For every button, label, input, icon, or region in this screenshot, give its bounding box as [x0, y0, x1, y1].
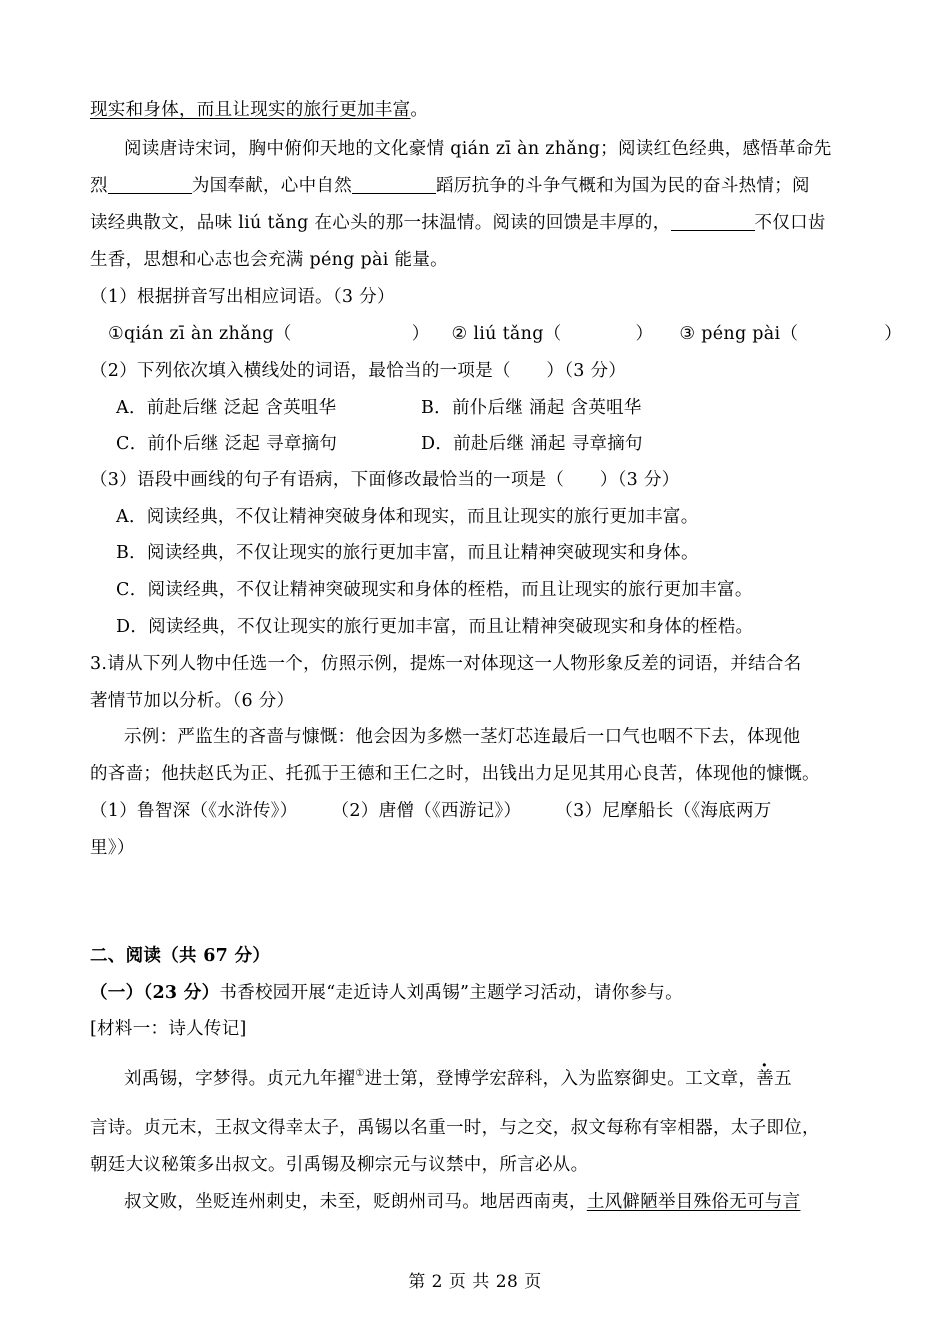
page-footer: 第 2 页 共 28 页	[408, 1272, 542, 1292]
question-2-title: （2）下列依次填入横线处的词语，最恰当的一项是（ ）（3 分）	[90, 361, 627, 381]
answer-blank-1	[108, 175, 192, 194]
character-options: （1）鲁智深（《水浒传》） （2）唐僧（《西游记》） （3）尼摩船长（《海底两万	[90, 801, 772, 821]
question-1-title: （1）根据拼音写出相应词语。（3 分）	[90, 287, 395, 307]
emphasis-dot-char: 善	[756, 1069, 775, 1089]
answer-blank-2	[352, 175, 436, 194]
option-b: B．阅读经典，不仅让现实的旅行更加丰富，而且让精神突破现实和身体。	[116, 543, 699, 563]
option-b: B．前仆后继 涌起 含英咀华	[421, 398, 642, 418]
question-3-prompt: 著情节加以分析。（6 分）	[90, 691, 295, 711]
material-text: 叔文败，坐贬连州刺史，未至，贬朗州司马。地居西南夷，土风僻陋举目殊俗无可与言	[124, 1192, 801, 1212]
subsection-heading: （一）（23 分）书香校园开展“走近诗人刘禹锡”主题学习活动，请你参与。	[90, 983, 683, 1003]
option-a: A．阅读经典，不仅让精神突破身体和现实，而且让现实的旅行更加丰富。	[116, 507, 699, 527]
question-3-title: （3）语段中画线的句子有语病，下面修改最恰当的一项是（ ）（3 分）	[90, 470, 680, 490]
option-d: D．阅读经典，不仅让现实的旅行更加丰富，而且让精神突破现实和身体的桎梏。	[116, 617, 754, 637]
example-text: 的吝啬；他扶赵氏为正、托孤于王德和王仁之时，出钱出力足见其用心良苦，体现他的慷慨。	[90, 764, 820, 784]
material-text: 言诗。贞元末，王叔文得幸太子，禹锡以名重一时，与之交，叔文每称有宰相器，太子即位，	[90, 1118, 820, 1138]
character-options-cont: 里》）	[90, 838, 135, 858]
pinyin-items: ①qián zī àn zhǎng（ ） ② liú tǎng（ ） ③ péng pài（ ）	[108, 324, 903, 344]
answer-blank-3	[671, 212, 755, 231]
underlined-sentence-end: 现实和身体，而且让现实的旅行更加丰富。	[90, 100, 429, 120]
passage-line: 读经典散文，品味 liú tǎng 在心头的那一抹温情。阅读的回馈是丰厚的， 不仅口齿	[90, 213, 826, 233]
material-text: 刘禹锡，字梦得。贞元九年擢①进士第，登博学宏辞科，入为监察御史。工文章，善五	[124, 1068, 792, 1089]
option-d: D．前赴后继 涌起 寻章摘句	[421, 434, 643, 454]
material-label: [材料一：诗人传记]	[90, 1019, 247, 1039]
question-3-prompt: 3.请从下列人物中任选一个，仿照示例，提炼一对体现这一人物形象反差的词语，并结合名	[90, 654, 802, 674]
passage-line: 阅读唐诗宋词，胸中俯仰天地的文化豪情 qián zī àn zhǎng；阅读红色经典，感悟革命先	[124, 139, 832, 159]
footnote-marker: ①	[355, 1068, 365, 1079]
option-c: C．阅读经典，不仅让精神突破现实和身体的桎梏，而且让现实的旅行更加丰富。	[116, 580, 753, 600]
passage-line: 生香，思想和心志也会充满 péng pài 能量。	[90, 250, 448, 270]
passage-line: 烈 为国奉献，心中自然 蹈厉抗争的斗争气概和为国为民的奋斗热情；阅	[90, 176, 810, 196]
material-text: 朝廷大议秘策多出叔文。引禹锡及柳宗元与议禁中，所言必从。	[90, 1155, 589, 1175]
example-text: 示例：严监生的吝啬与慷慨：他会因为多燃一茎灯芯连最后一口气也咽不下去，体现他	[124, 727, 801, 747]
option-a: A．前赴后继 泛起 含英咀华	[116, 398, 337, 418]
option-c: C．前仆后继 泛起 寻章摘句	[116, 434, 338, 454]
section-heading: 二、阅读（共 67 分）	[90, 946, 271, 966]
